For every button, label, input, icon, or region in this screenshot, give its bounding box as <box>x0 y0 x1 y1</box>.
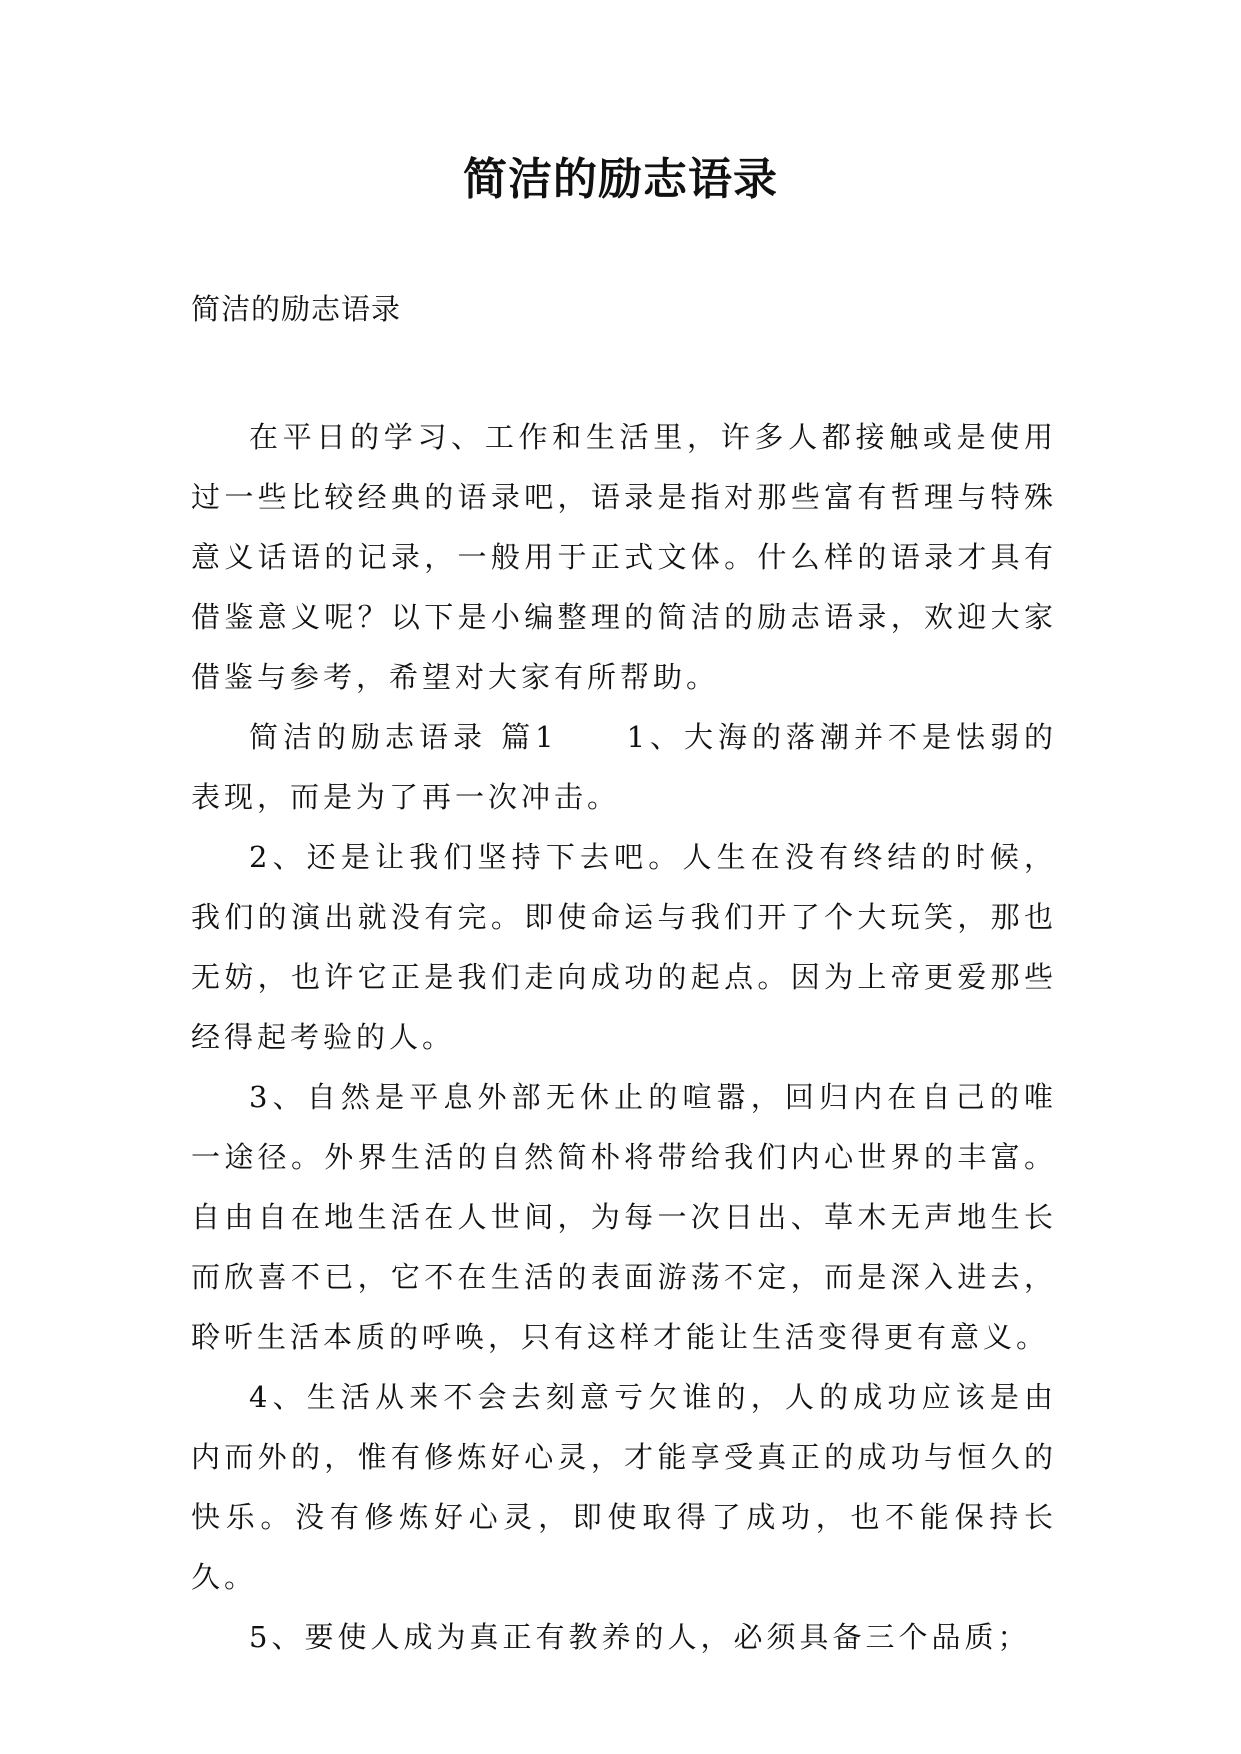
paragraph-quote-4: 4、生活从来不会去刻意亏欠谁的，人的成功应该是由内而外的，惟有修炼好心灵，才能享受真正的成功与恒久的快乐。没有修炼好心灵，即使取得了成功，也不能保持长久。 <box>191 1380 1057 1594</box>
paragraph-intro: 在平日的学习、工作和生活里，许多人都接触或是使用过一些比较经典的语录吧，语录是指对那些富有哲理与特殊意义话语的记录，一般用于正式文体。什么样的语录才具有借鉴意义呢？以下是小编整理的简洁的励志语录，欢迎大家借鉴与参考，希望对大家有所帮助。 <box>191 420 1057 694</box>
document-body <box>191 407 1057 1667</box>
paragraph-quote-5: 5、要使人成为真正有教养的人，必须具备三个品质； <box>249 1620 1031 1654</box>
paragraph-quote-1: 简洁的励志语录 篇1 1、大海的落潮并不是怯弱的表现，而是为了再一次冲击。 <box>191 720 1057 814</box>
document-title: 简洁的励志语录 <box>463 154 778 205</box>
paragraph-quote-2: 2、还是让我们坚持下去吧。人生在没有终结的时候，我们的演出就没有完。即使命运与我们开了个大玩笑，那也无妨，也许它正是我们走向成功的起点。因为上帝更爱那些经得起考验的人。 <box>191 840 1057 1054</box>
document-subtitle: 简洁的励志语录 <box>191 292 402 326</box>
paragraph-quote-3: 3、自然是平息外部无休止的喧嚣，回归内在自己的唯一途径。外界生活的自然简朴将带给我们内心世界的丰富。自由自在地生活在人世间，为每一次日出、草木无声地生长而欣喜不已，它不在生活的表面游荡不定，而是深入进去，聆听生活本质的呼唤，只有这样才能让生活变得更有意义。 <box>191 1080 1057 1354</box>
